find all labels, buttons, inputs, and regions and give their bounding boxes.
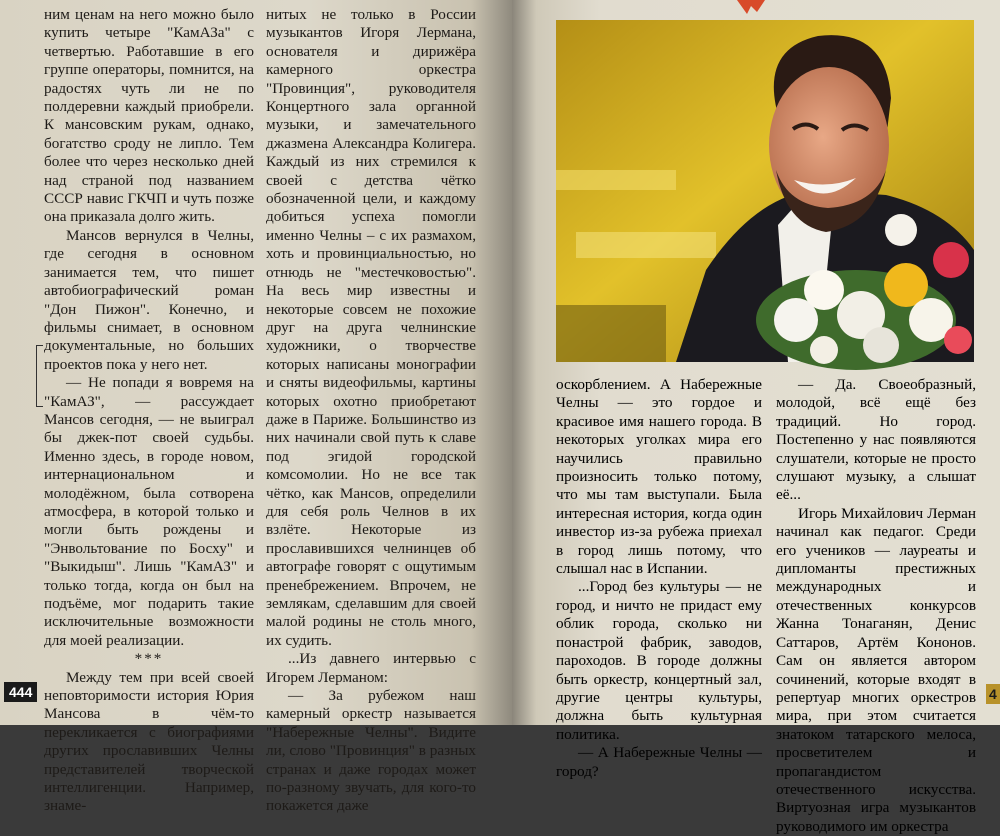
paragraph: ...Город без культуры — не город, и ничто не придаст ему облик города, сколько ни понастрой фабрик, заводов, пароходов. В городе должны быть оркестр, концертный зал, другие центры культуры, должна быть культурная политика. (556, 578, 762, 743)
paragraph: ...Из давнего интервью с Игорем Лерманом: (266, 650, 476, 686)
paragraph: ним ценам на него можно было купить четыре "КамАЗа" с четвертью. Работавшие в его группе операторы, помнится, на радостях чуть ли не по полдеревни каждый приобрели. К мансовским рукам, однако, богатство сроду не липло. Тем более что через несколько дней над страной под названием СССР навис ГКЧП и чуть позже она приказала долго жить. (44, 6, 254, 226)
paragraph: Мансов вернулся в Челны, где сегодня в основном занимается тем, что пишет автобиографический роман "Дон Пижон". Конечно, и фильмы снимает, в основном документальные, но больших проектов пока у него нет. (44, 226, 254, 373)
page-number-left: 444 (4, 682, 37, 702)
paragraph: — Да. Своеобразный, молодой, всё ещё без традиций. Но город. Постепенно у нас появляются слушатели, которые не просто слушают музыку, а слышат её... (776, 376, 976, 504)
margin-bracket-mark (36, 345, 43, 407)
paragraph: — А Набережные Челны — город? (556, 744, 762, 780)
left-page (0, 0, 512, 815)
paragraph: Игорь Михайлович Лерман начинал как педагог. Среди его учеников — лауреаты и дипломанты престижных международных и отечественных конкурсов Жанна Тонаганян, Денис Саттаров, Артём Кононов. Сам он является автором сочинений, которые входят в репертуар многих оркестров мира, при этом считается знатоком татарского мелоса, просветителем и пропагандистом отечественного искусства. Виртуозная игра музыкантов руководимого им оркестра (776, 504, 976, 835)
page-number-right: 4 (986, 684, 1000, 704)
man-with-flowers-photo (556, 20, 974, 362)
section-separator: *** (134, 650, 164, 668)
left-column-1 (44, 6, 254, 816)
paragraph: нитых не только в России музыкантов Игоря Лермана, основателя и дирижёра камерного оркестра "Провинция", руководителя Концертного зала органной музыки, и замечательного джазмена Александра Колигера. Каждый из них стремился к своей с детства чётко обозначенной цели, и каждому добиться успеха помогли именно Челны – с их размахом, хоть и провинциальностью, но отнюдь не "местечковостью". На весь мир известны и некоторые совсем не похожие друг на друга челнинские художники, о творчестве которых написаны монографии и сняты видеофильмы, картины которых охотно приобретают даже в Париже. Большинство из них начинали свой путь к славе под эгидой городской комсомолии. Но не все так чётко, как Мансов, определили для себя роль Челнов в их взлёте. Некоторые из прославившихся челнинцев об автографе говорят с ощутимым пренебрежением. Впрочем, не землякам, сделавшим для своей малой родины не столь много, их судить. (266, 6, 476, 649)
right-column-2 (776, 376, 976, 836)
paragraph: оскорблением. А Набережные Челны — это гордое и красивое имя нашего города. В некоторых уголках мира его научились правильно произносить только потому, что мы там выступали. Была интересная история, когда один инвестор из-за рубежа приехал в город лишь потому, что слышал нас в Испании. (556, 376, 762, 578)
right-column-1 (556, 376, 762, 781)
left-column-2 (266, 6, 476, 816)
paragraph: — За рубежом наш камерный оркестр называется "Набережные Челны". Видите ли, слово "Провинция" в разных странах и даже городах может по-разному звучать, для кого-то покажется даже (266, 687, 476, 815)
paragraph: Между тем при всей своей неповторимости история Юрия Мансова в чём-то перекликается с биографиями других прославивших Челны представителей творческой интеллигенции. Например, знаме- (44, 668, 254, 815)
red-mark-icon (735, 0, 775, 18)
paragraph: — Не попади я вовремя на "КамАЗ", — рассуждает Мансов сегодня, — не выиграл бы джек-пот своей судьбы. Именно здесь, в городе новом, интернациональном и молодёжном, была сотворена атмосфера, в которой только и могли быть рождены и "Энвольтование по Босху" и "Выкидыш". Лишь "КамАЗ" и только тогда, когда он был на подъёме, мог подарить такие исключительные возможности для моей реализации. (44, 374, 254, 649)
